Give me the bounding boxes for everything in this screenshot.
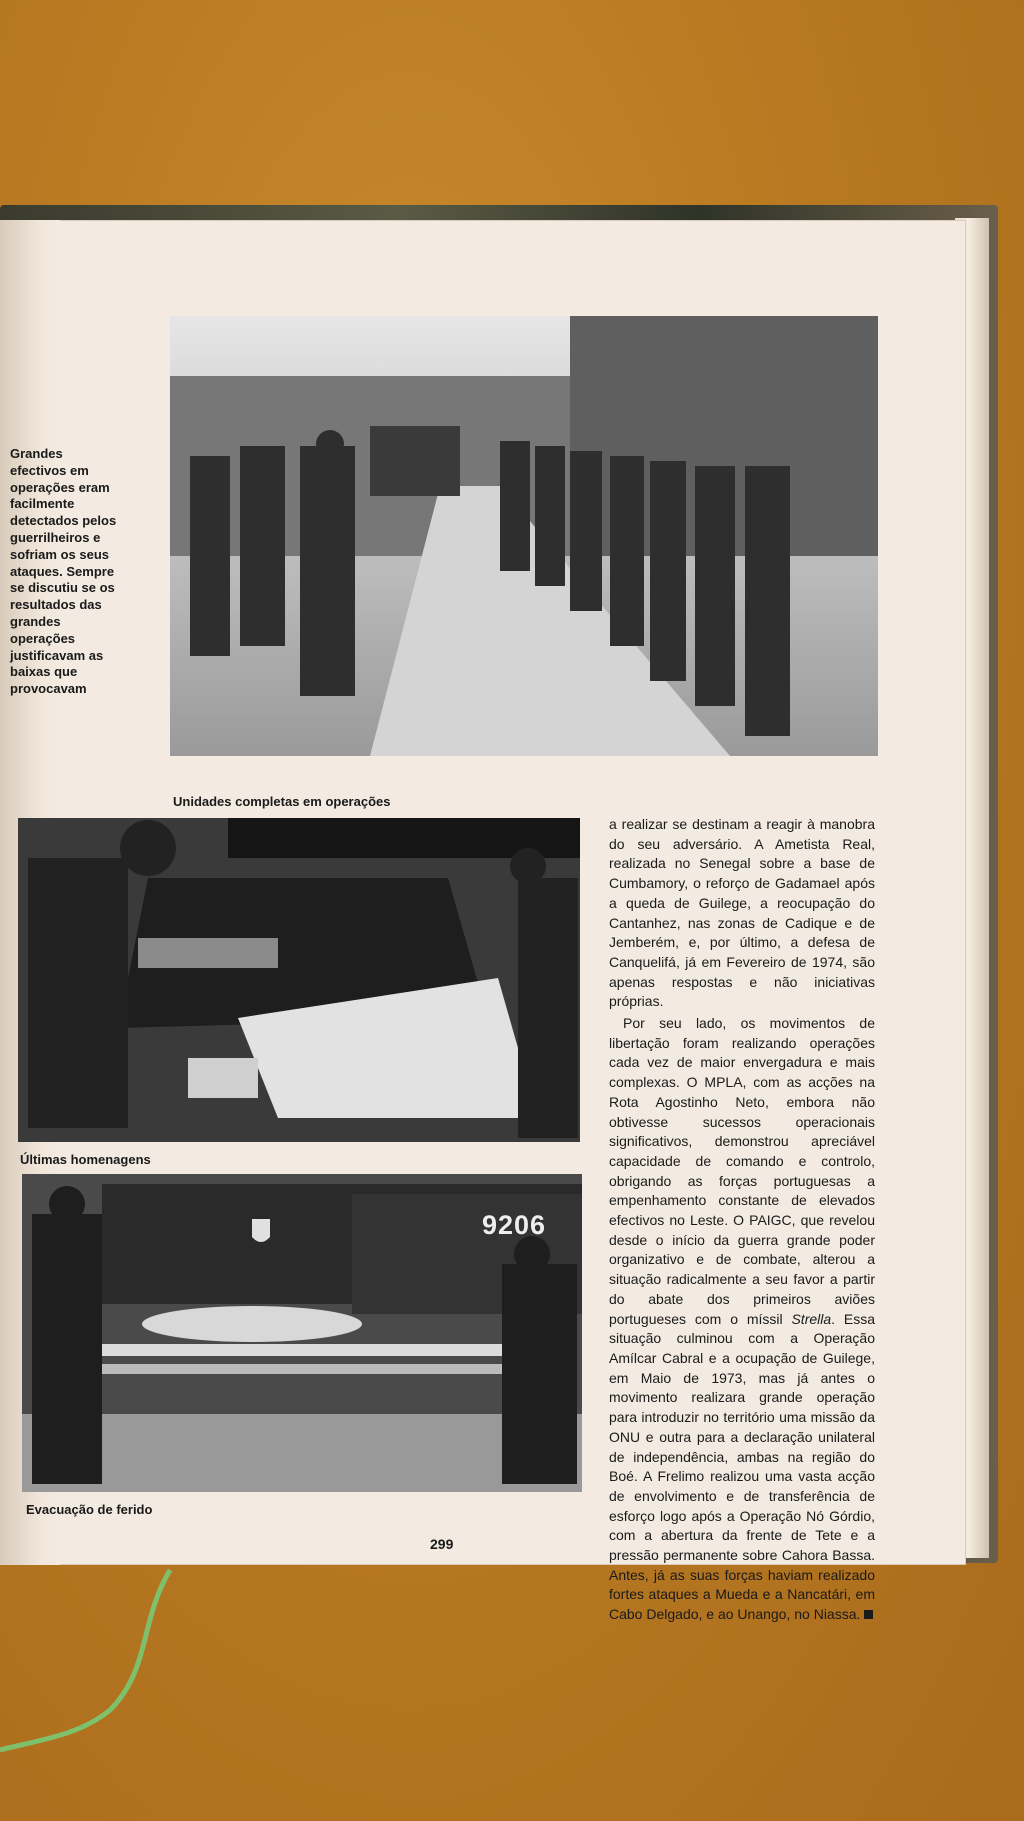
photo-caption-middle: Últimas homenagens <box>20 1152 151 1167</box>
photo-caption-bottom: Evacuação de ferido <box>26 1502 153 1517</box>
photo-caption-top: Unidades completas em operações <box>173 794 391 809</box>
paragraph-2: Por seu lado, os movimentos de libertação foram realizando operações cada vez de maior envergadura e mais complexas. O MPLA, com as acções na Rota Agostinho Neto, embora não obtivesse sucessos operacionais significativos, demonstrou apreciável capacidade de comando e controlo, obrigando as forças portuguesas a empenhamento constante de elevados efectivos no Leste. O PAIGC, que revelou desde o início da guerra grande poder organizativo e de combate, alterou a situação radicalmente a seu favor a partir do abate dos primeiros aviões portugueses com o míssil Strella. Essa situação culminou com a Operação Amílcar Cabral e a ocupação de Guilege, em Maio de 1973, mas já antes o movimento realizara grande operação para introduzir no território uma missão da ONU e outra para a declaração unilateral de independência, ambas na região do Boé. A Frelimo realizou uma vasta acção de envolvimento e de transferência de esforço logo após a Operação Nó Górdio, com a abertura da frente de Tete e a pressão permanente sobre Cahora Bassa. Antes, já as suas forças haviam realizado fortes ataques a Mueda e a Nancatári, em Cabo Delgado, e ao Unango, no Niassa. <box>609 1015 876 1623</box>
vehicle-number: 9206 <box>482 1210 547 1240</box>
paragraph-1: a realizar se destinam a reagir à manobra do seu adversário. A Ametista Real, realizada no Senegal sobre a base de Cumbamory, o reforço de Gadamael após a queda de Guilege, a reocupação do Cantanhez, nas zonas de Cadique e de Jemberém, e, por último, a defesa de Canquelifá, já em Fevereiro de 1974, são apenas respostas e não iniciativas próprias. <box>609 816 875 1010</box>
photo-troops-image <box>170 316 878 756</box>
photo-evacuation <box>22 1174 582 1492</box>
end-of-article-mark <box>864 1610 873 1619</box>
photo-coffins-image <box>18 818 580 1142</box>
photo-troops-on-road <box>170 316 878 756</box>
article-body <box>609 815 875 1625</box>
page-number: 299 <box>430 1536 454 1552</box>
side-caption: Grandes efectivos em operações eram facilmente detectados pelos guerrilheiros e sofriam os seus ataques. Sempre se discutiu se os resultados das grandes operações justificavam as baixas que provocavam <box>10 446 117 697</box>
bookmark-ribbon <box>0 1560 180 1760</box>
photo-coffins <box>18 818 580 1142</box>
book-page <box>0 220 966 1623</box>
